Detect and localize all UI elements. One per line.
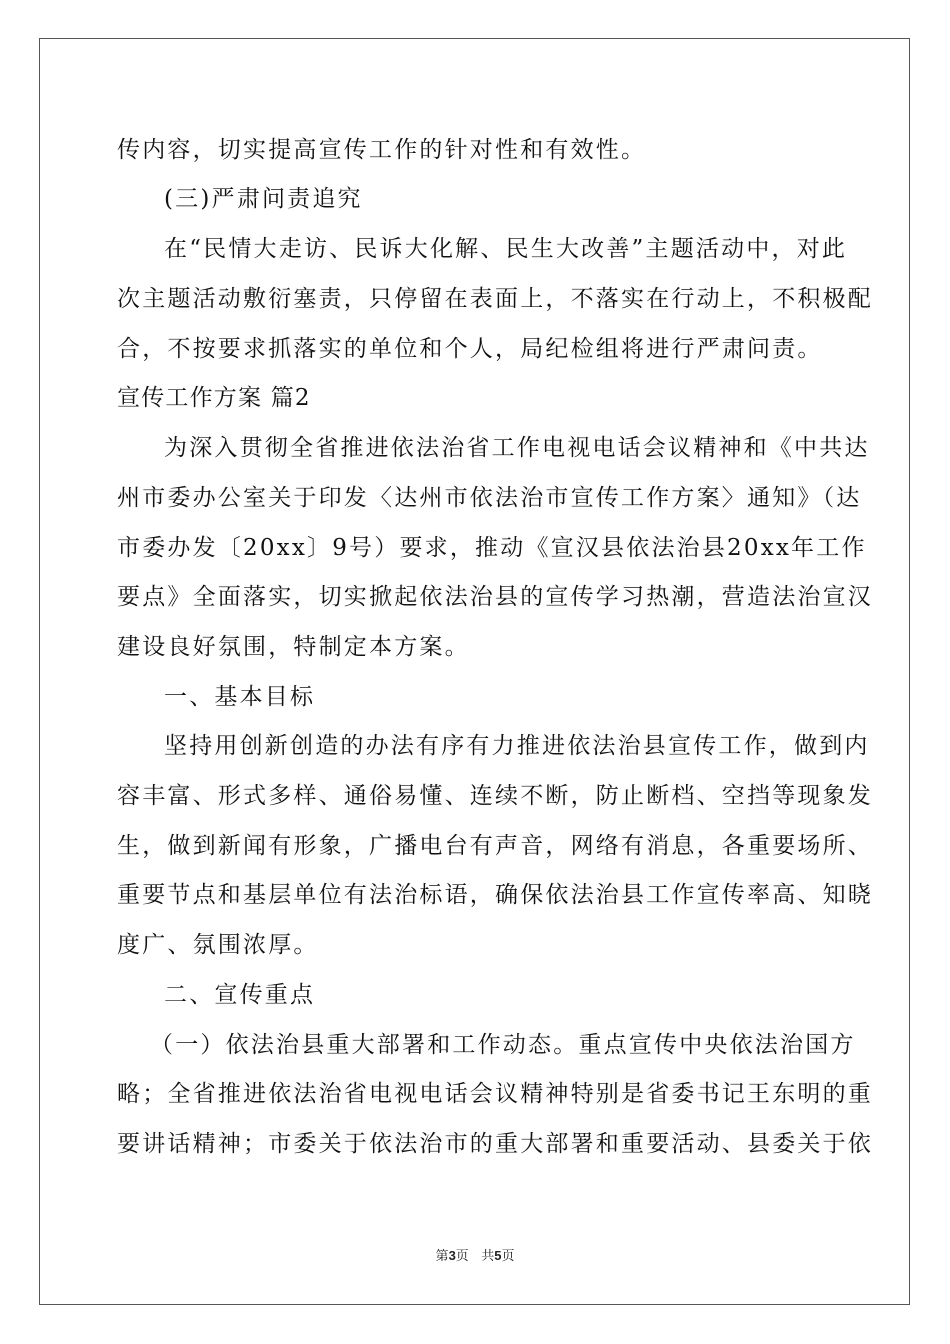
footer-mid: 页 共 [455,1249,495,1264]
text-line-17: 度广、氛围浓厚。 [117,932,319,958]
text-line-14: 容丰富、形式多样、通俗易懂、连续不断，防止断档、空挡等现象发 [117,783,873,809]
section-heading-focus: 二、宣传重点 [164,982,316,1008]
text-line-15: 生，做到新闻有形象，广播电台有声音，网络有消息，各重要场所、 [117,833,873,859]
article-heading: 宣传工作方案 篇2 [117,385,311,411]
text-line-16: 重要节点和基层单位有法治标语，确保依法治县工作宣传率高、知晓 [117,882,873,908]
current-page-number: 3 [448,1248,456,1263]
text-line-10: 要点》全面落实，切实掀起依法治县的宣传学习热潮，营造法治宣汉 [117,584,873,610]
text-line-11: 建设良好氛围，特制定本方案。 [117,634,470,660]
page-border [39,38,910,1305]
footer-prefix: 第 [435,1249,449,1264]
page-footer [0,1245,950,1264]
text-line-1: 传内容，切实提高宣传工作的针对性和有效性。 [117,137,647,163]
text-line-4: 次主题活动敷衍塞责，只停留在表面上，不落实在行动上，不积极配 [117,286,873,312]
text-line-19: （一）依法治县重大部署和工作动态。重点宣传中央依法治国方 [150,1032,856,1058]
text-line-7: 为深入贯彻全省推进依法治省工作电视电话会议精神和《中共达 [164,435,870,461]
section-heading-basic-goal: 一、基本目标 [164,684,316,710]
section-heading-3: (三)严肃问责追究 [164,186,363,212]
text-line-5: 合，不按要求抓落实的单位和个人，局纪检组将进行严肃问责。 [117,336,823,362]
text-line-8: 州市委办公室关于印发〈达州市依法治市宣传工作方案〉通知》（达 [117,485,862,511]
text-line-20: 略；全省推进依法治省电视电话会议精神特别是省委书记王东明的重 [117,1081,873,1107]
total-page-number: 5 [494,1248,502,1263]
text-line-21: 要讲话精神；市委关于依法治市的重大部署和重要活动、县委关于依 [117,1131,873,1157]
footer-suffix: 页 [501,1249,515,1264]
text-line-3: 在“民情大走访、民诉大化解、民生大改善”主题活动中，对此 [164,236,848,262]
text-line-9: 市委办发〔20xx〕9号）要求，推动《宣汉县依法治县20xx年工作 [117,535,867,561]
text-line-13: 坚持用创新创造的办法有序有力推进依法治县宣传工作，做到内 [164,733,870,759]
